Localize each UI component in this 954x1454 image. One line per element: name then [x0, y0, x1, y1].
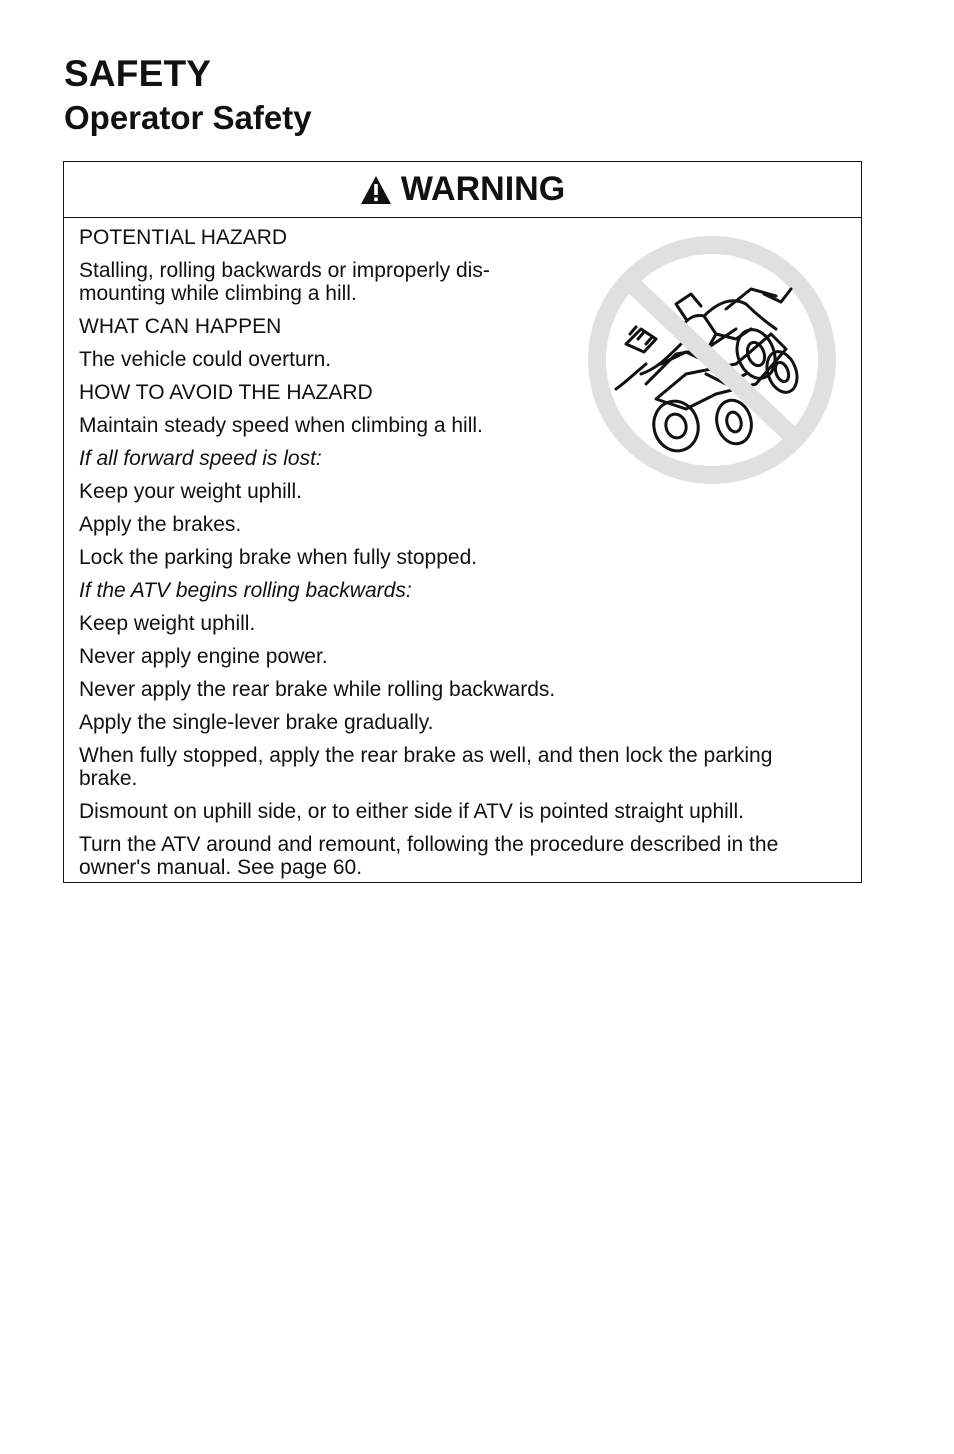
warning-line: Dismount on uphill side, or to either side if ATV is pointed straight uphill.: [79, 800, 744, 823]
warning-line: Apply the brakes.: [79, 513, 242, 536]
warning-header-text: WARNING: [400, 170, 566, 208]
warning-line: The vehicle could overturn.: [79, 348, 332, 371]
warning-line: Keep your weight uphill.: [79, 480, 302, 503]
warning-line: Turn the ATV around and remount, following the procedure described in the owner's manual. See page 60.: [79, 833, 779, 879]
warning-line: If all forward speed is lost:: [79, 447, 322, 470]
warning-triangle-icon: [360, 175, 392, 205]
warning-line: Apply the single-lever brake gradually.: [79, 711, 434, 734]
warning-box: [63, 161, 862, 883]
warning-line: Never apply engine power.: [79, 645, 328, 668]
page-title: SAFETY: [64, 53, 212, 94]
warning-line: Keep weight uphill.: [79, 612, 256, 635]
warning-body: [64, 218, 861, 879]
warning-header: [64, 162, 861, 218]
warning-line: If the ATV begins rolling backwards:: [79, 579, 412, 602]
section-title: Operator Safety: [64, 99, 312, 136]
warning-line: WHAT CAN HAPPEN: [79, 315, 282, 338]
warning-line: Lock the parking brake when fully stopped.: [79, 546, 478, 569]
warning-line: When fully stopped, apply the rear brake as well, and then lock the parking brake.: [79, 744, 773, 790]
warning-line: Never apply the rear brake while rolling backwards.: [79, 678, 556, 701]
no-atv-illustration: [586, 234, 838, 486]
warning-line: Stalling, rolling backwards or improperly dis- mounting while climbing a hill.: [79, 259, 490, 305]
warning-line: HOW TO AVOID THE HAZARD: [79, 381, 373, 404]
warning-line: Maintain steady speed when climbing a hill.: [79, 414, 483, 437]
warning-line: POTENTIAL HAZARD: [79, 226, 288, 249]
